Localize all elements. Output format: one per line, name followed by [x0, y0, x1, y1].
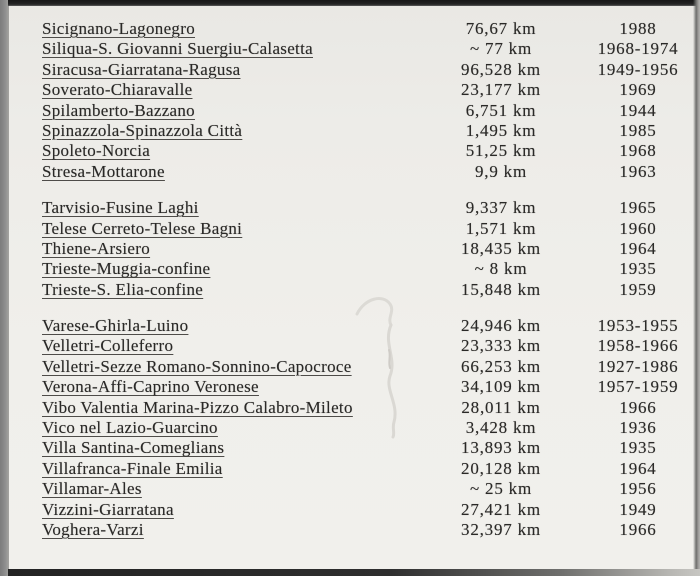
year-cell: 1957-1959: [597, 377, 679, 397]
table-row: [9, 357, 693, 377]
year-cell: 1959: [619, 279, 657, 299]
year-cell: 1958-1966: [597, 336, 679, 356]
route-name-cell: Sicignano-Lagonegro: [42, 19, 195, 38]
table-group: [9, 198, 693, 300]
distance-cell: 23,177 km: [461, 80, 541, 100]
table-row: [9, 520, 693, 540]
route-name-cell: Velletri-Colleferro: [42, 336, 174, 356]
distance-cell: 51,25 km: [465, 141, 537, 161]
year-cell: 1944: [619, 100, 657, 120]
table-row: [9, 121, 693, 141]
year-cell: 1968-1974: [597, 39, 679, 59]
distance-cell: 76,67 km: [465, 19, 537, 38]
table-row: [9, 316, 693, 336]
scan-edge-left: [0, 0, 9, 576]
distance-cell: 15,848 km: [461, 279, 541, 299]
distance-cell: 18,435 km: [461, 238, 541, 258]
route-name-cell: Vico nel Lazio-Guarcino: [42, 418, 218, 438]
distance-cell: 13,893 km: [461, 438, 541, 458]
distance-cell: 9,9 km: [474, 161, 528, 181]
distance-cell: 32,397 km: [461, 519, 541, 539]
route-name-cell: Spilamberto-Bazzano: [42, 100, 195, 120]
route-name-cell: Telese Cerreto-Telese Bagni: [42, 218, 243, 238]
distance-cell: ~ 25 km: [469, 479, 533, 499]
table-row: [9, 80, 693, 100]
table-row: [9, 19, 693, 39]
year-cell: 1949-1956: [597, 59, 679, 79]
table-row: [9, 60, 693, 80]
table-row: [9, 459, 693, 479]
route-name-cell: Spoleto-Norcia: [42, 141, 151, 161]
distance-cell: 9,337 km: [465, 198, 537, 218]
table-row: [9, 398, 693, 418]
table-row: [9, 280, 693, 300]
route-name-cell: Villafranca-Finale Emilia: [42, 458, 223, 478]
table-row: [9, 500, 693, 520]
distance-cell: 27,421 km: [461, 499, 541, 519]
distance-cell: 6,751 km: [465, 100, 537, 120]
route-table: [9, 6, 693, 569]
year-cell: 1960: [619, 218, 657, 238]
year-cell: 1966: [619, 397, 657, 417]
year-cell: 1964: [619, 238, 657, 258]
distance-cell: ~ 77 km: [469, 39, 533, 59]
distance-cell: 20,128 km: [461, 458, 541, 478]
distance-cell: 34,109 km: [461, 377, 541, 397]
table-row: [9, 336, 693, 356]
year-cell: 1949: [619, 499, 657, 519]
table-row: [9, 239, 693, 259]
route-name-cell: Varese-Ghirla-Luino: [42, 316, 189, 336]
route-name-cell: Tarvisio-Fusine Laghi: [42, 198, 199, 218]
distance-cell: 96,528 km: [461, 59, 541, 79]
scan-edge-bottom: [8, 569, 700, 576]
distance-cell: 1,571 km: [465, 218, 537, 238]
table-group: [9, 19, 693, 182]
route-name-cell: Verona-Affi-Caprino Veronese: [42, 377, 259, 397]
year-cell: 1935: [619, 438, 657, 458]
year-cell: 1936: [619, 418, 657, 438]
route-name-cell: Thiene-Arsiero: [42, 238, 151, 258]
table-row: [9, 479, 693, 499]
distance-cell: 23,333 km: [461, 336, 541, 356]
year-cell: 1968: [619, 141, 657, 161]
year-cell: 1927-1986: [597, 356, 679, 376]
route-name-cell: Voghera-Varzi: [42, 519, 144, 539]
year-cell: 1956: [619, 479, 657, 499]
table-row: [9, 259, 693, 279]
route-name-cell: Soverato-Chiaravalle: [42, 80, 193, 100]
distance-cell: ~ 8 km: [474, 259, 528, 279]
route-name-cell: Trieste-S. Elia-confine: [42, 279, 204, 299]
year-cell: 1963: [619, 161, 657, 181]
table-row: [9, 141, 693, 161]
route-name-cell: Trieste-Muggia-confine: [42, 259, 211, 279]
table-row: [9, 438, 693, 458]
table-group: [9, 316, 693, 540]
year-cell: 1988: [619, 19, 657, 38]
table-row: [9, 101, 693, 121]
year-cell: 1935: [619, 259, 657, 279]
year-cell: 1964: [619, 458, 657, 478]
table-row: [9, 219, 693, 239]
table-row: [9, 377, 693, 397]
distance-cell: 28,011 km: [461, 397, 541, 417]
year-cell: 1969: [619, 80, 657, 100]
route-name-cell: Siracusa-Giarratana-Ragusa: [42, 59, 241, 79]
route-name-cell: Vibo Valentia Marina-Pizzo Calabro-Mileto: [42, 397, 353, 417]
distance-cell: 24,946 km: [461, 316, 541, 336]
table-row: [9, 198, 693, 218]
year-cell: 1966: [619, 519, 657, 539]
table-row: [9, 39, 693, 59]
year-cell: 1965: [619, 198, 657, 218]
year-cell: 1985: [619, 120, 657, 140]
route-name-cell: Vizzini-Giarratana: [42, 499, 174, 519]
route-name-cell: Stresa-Mottarone: [42, 161, 165, 181]
route-name-cell: Velletri-Sezze Romano-Sonnino-Capocroce: [42, 356, 352, 376]
distance-cell: 1,495 km: [465, 120, 537, 140]
route-name-cell: Siliqua-S. Giovanni Suergiu-Calasetta: [42, 39, 313, 59]
distance-cell: 66,253 km: [461, 356, 541, 376]
distance-cell: 3,428 km: [465, 418, 537, 438]
table-row: [9, 418, 693, 438]
route-name-cell: Villa Santina-Comeglians: [42, 438, 225, 458]
route-name-cell: Spinazzola-Spinazzola Città: [42, 120, 243, 140]
year-cell: 1953-1955: [597, 316, 679, 336]
table-row: [9, 162, 693, 182]
route-name-cell: Villamar-Ales: [42, 479, 142, 499]
